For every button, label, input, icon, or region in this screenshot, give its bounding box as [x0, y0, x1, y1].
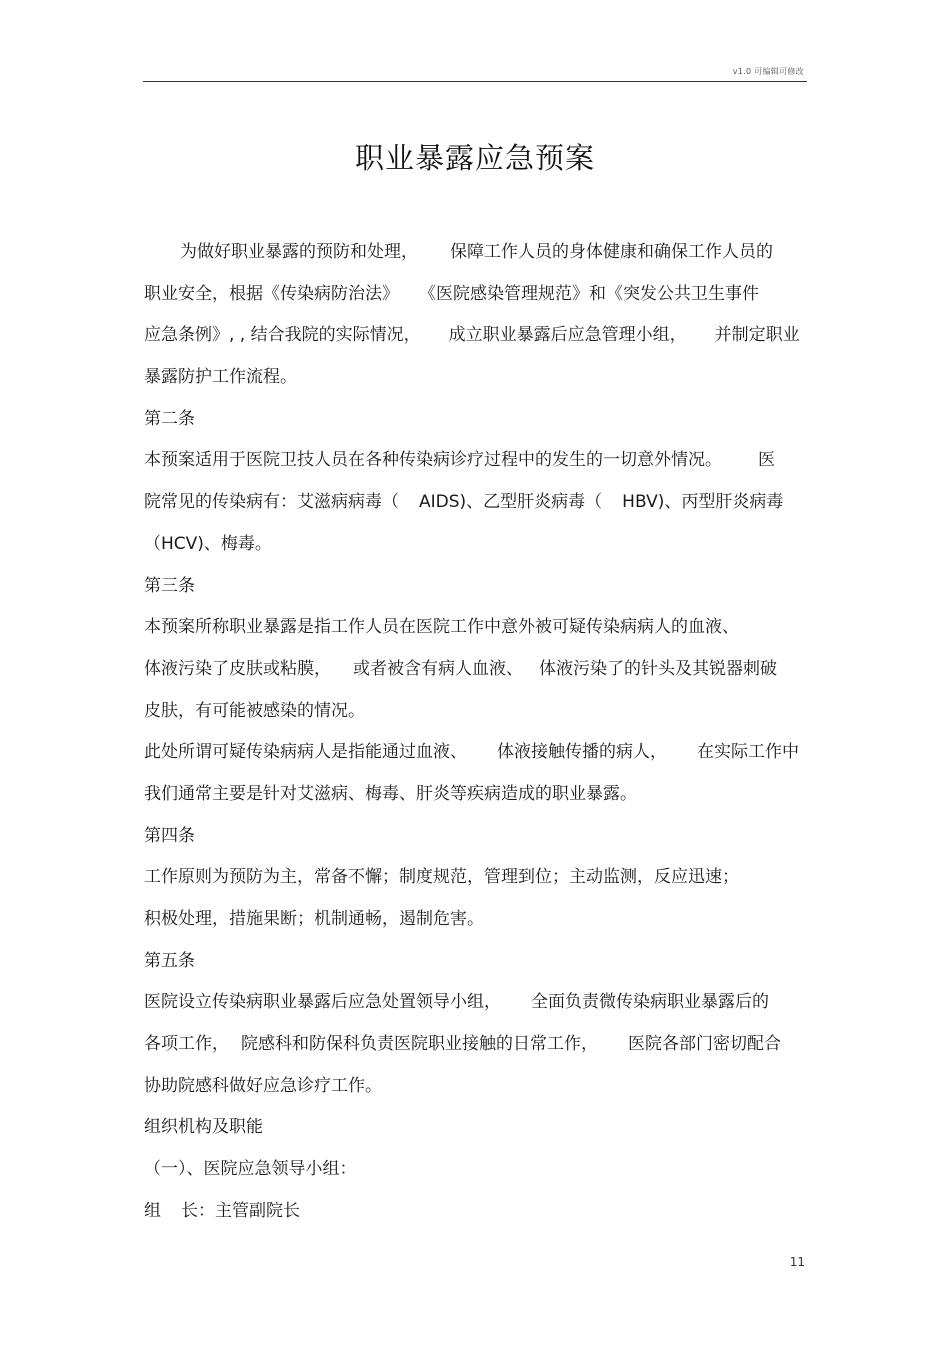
page-title: 职业暴露应急预案	[354, 141, 595, 175]
paragraph-line: 此处所谓可疑传染病病人是指能通过血液、 体液接触传播的病人， 在实际工作中	[144, 742, 799, 763]
page-number: 11	[789, 1255, 805, 1269]
paragraph-line: 协助院感科做好应急诊疗工作。	[144, 1075, 382, 1096]
paragraph-line: 应急条例》, , 结合我院的实际情况， 成立职业暴露后应急管理小组， 并制定职业	[144, 325, 800, 346]
article-heading: 第五条	[144, 950, 195, 971]
paragraph-line: 组 长：主管副院长	[144, 1200, 300, 1221]
article-heading: 第四条	[144, 825, 195, 846]
paragraph-line: 为做好职业暴露的预防和处理， 保障工作人员的身体健康和确保工作人员的	[180, 242, 773, 262]
paragraph-line: 院常见的传染病有：艾滋病病毒（ AIDS)、乙型肝炎病毒（ HBV)、丙型肝炎病毒	[144, 492, 784, 513]
header-rule	[143, 81, 807, 82]
article-heading: 第二条	[144, 408, 195, 429]
paragraph-line: （HCV)、梅毒。	[144, 533, 272, 554]
paragraph-line: 暴露防护工作流程。	[144, 367, 297, 388]
paragraph-line: 体液污染了皮肤或粘膜， 或者被含有病人血液、 体液污染了的针头及其锐器刺破	[144, 658, 777, 679]
document-body	[144, 232, 808, 1233]
subsection-heading: （一）、医院应急领导小组：	[144, 1159, 357, 1180]
header-version: v1.0 可编辑可修改	[732, 67, 804, 76]
paragraph-line: 本预案适用于医院卫技人员在各种传染病诊疗过程中的发生的一切意外情况。 医	[144, 450, 775, 471]
paragraph-line: 各项工作， 院感科和防保科负责医院职业接触的日常工作， 医院各部门密切配合	[144, 1034, 781, 1055]
paragraph-line: 皮肤，有可能被感染的情况。	[144, 700, 365, 721]
paragraph-line: 本预案所称职业暴露是指工作人员在医院工作中意外被可疑传染病病人的血液、	[144, 617, 739, 638]
paragraph-line: 积极处理，措施果断；机制通畅，遏制危害。	[144, 909, 484, 929]
section-heading: 组织机构及职能	[144, 1117, 263, 1138]
paragraph-line: 职业安全，根据《传染病防治法》 《医院感染管理规范》和《突发公共卫生事件	[144, 283, 759, 304]
paragraph-line: 工作原则为预防为主，常备不懈；制度规范，管理到位；主动监测，反应迅速；	[144, 867, 739, 888]
article-heading: 第三条	[144, 575, 195, 596]
paragraph-line: 我们通常主要是针对艾滋病、梅毒、肝炎等疾病造成的职业暴露。	[144, 783, 637, 804]
paragraph-line: 医院设立传染病职业暴露后应急处置领导小组， 全面负责微传染病职业暴露后的	[144, 992, 769, 1013]
